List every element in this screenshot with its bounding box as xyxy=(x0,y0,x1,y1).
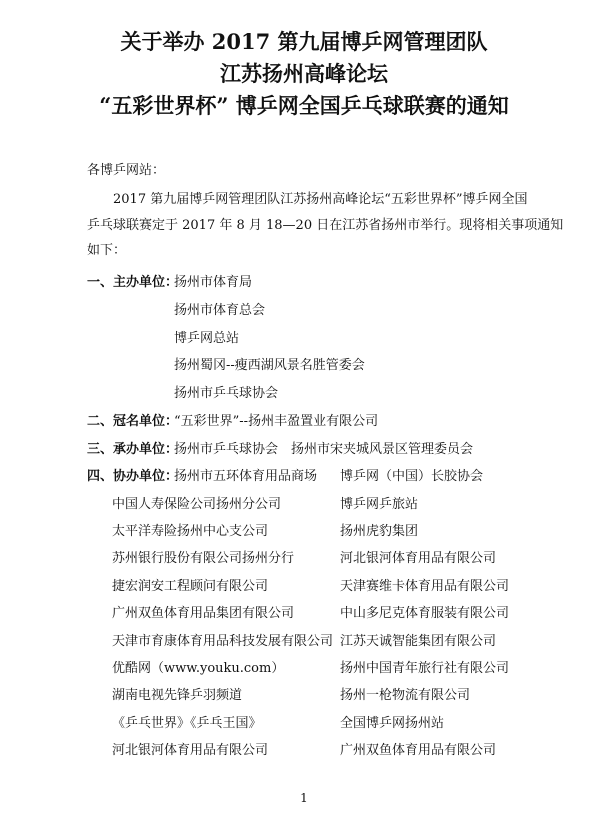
co-organizer-item: 扬州市五环体育用品商场 xyxy=(174,469,318,484)
organizers-label: 一、主办单位： xyxy=(87,275,179,290)
undertakers-label: 三、承办单位： xyxy=(87,442,179,457)
co-organizer-item: 江苏天诚智能集团有限公司 xyxy=(340,634,497,649)
co-organizer-item: 扬州一枪物流有限公司 xyxy=(340,688,471,703)
organizer-item: 扬州市体育总会 xyxy=(174,303,266,318)
title-sponsor-label: 二、冠名单位： xyxy=(87,414,179,429)
undertakers-value: 扬州市乒乓球协会 扬州市宋夹城风景区管理委员会 xyxy=(174,442,474,457)
co-organizer-item: 优酷网（www.youku.com） xyxy=(112,661,285,676)
title-line-1: 关于举办 2017 第九届博乒网管理团队 xyxy=(120,29,488,54)
co-organizer-item: 天津市育康体育用品科技发展有限公司 xyxy=(112,634,334,649)
co-organizer-item: 河北银河体育用品有限公司 xyxy=(340,551,497,566)
salutation: 各博乒网站： xyxy=(87,163,166,178)
co-organizer-item: 博乒网乒旅站 xyxy=(340,497,419,512)
intro-line-3: 如下： xyxy=(87,243,127,258)
co-organizer-item: 湖南电视先锋乒羽频道 xyxy=(112,688,243,703)
co-organizers-label: 四、协办单位： xyxy=(87,469,179,484)
co-organizer-item: 中山多尼克体育服装有限公司 xyxy=(340,606,510,621)
title-line-2: 江苏扬州高峰论坛 xyxy=(220,61,388,86)
co-organizer-item: 全国博乒网扬州站 xyxy=(340,716,445,731)
co-organizer-item: 捷宏润安工程顾问有限公司 xyxy=(112,579,269,594)
co-organizer-item: 《乒乓世界》《乒乓王国》 xyxy=(112,716,262,731)
organizer-item: 扬州市体育局 xyxy=(174,275,253,290)
co-organizer-item: 天津赛维卡体育用品有限公司 xyxy=(340,579,510,594)
title-line-3: “五彩世界杯” 博乒网全国乒乓球联赛的通知 xyxy=(99,93,509,118)
co-organizer-item: 广州双鱼体育用品集团有限公司 xyxy=(112,606,295,621)
co-organizer-item: 博乒网（中国）长胶协会 xyxy=(340,469,484,484)
page-number: 1 xyxy=(300,791,308,805)
organizer-item: 扬州市乒乓球协会 xyxy=(174,386,279,401)
co-organizer-item: 广州双鱼体育用品有限公司 xyxy=(340,743,497,758)
organizer-item: 扬州蜀冈--瘦西湖风景名胜管委会 xyxy=(174,358,365,373)
co-organizer-item: 扬州虎豹集团 xyxy=(340,524,419,539)
co-organizer-item: 中国人寿保险公司扬州分公司 xyxy=(112,497,282,512)
intro-line-1: 2017 第九届博乒网管理团队江苏扬州高峰论坛“五彩世界杯”博乒网全国 xyxy=(113,192,528,207)
co-organizer-item: 扬州中国青年旅行社有限公司 xyxy=(340,661,510,676)
intro-line-2: 乒乓球联赛定于 2017 年 8 月 18—20 日在江苏省扬州市举行。现将相关事项通知 xyxy=(87,218,564,233)
co-organizer-item: 太平洋寿险扬州中心支公司 xyxy=(112,524,269,539)
title-sponsor-value: “五彩世界”--扬州丰盈置业有限公司 xyxy=(174,414,379,429)
co-organizer-item: 河北银河体育用品有限公司 xyxy=(112,743,269,758)
co-organizer-item: 苏州银行股份有限公司扬州分行 xyxy=(112,551,295,566)
organizer-item: 博乒网总站 xyxy=(174,331,240,346)
